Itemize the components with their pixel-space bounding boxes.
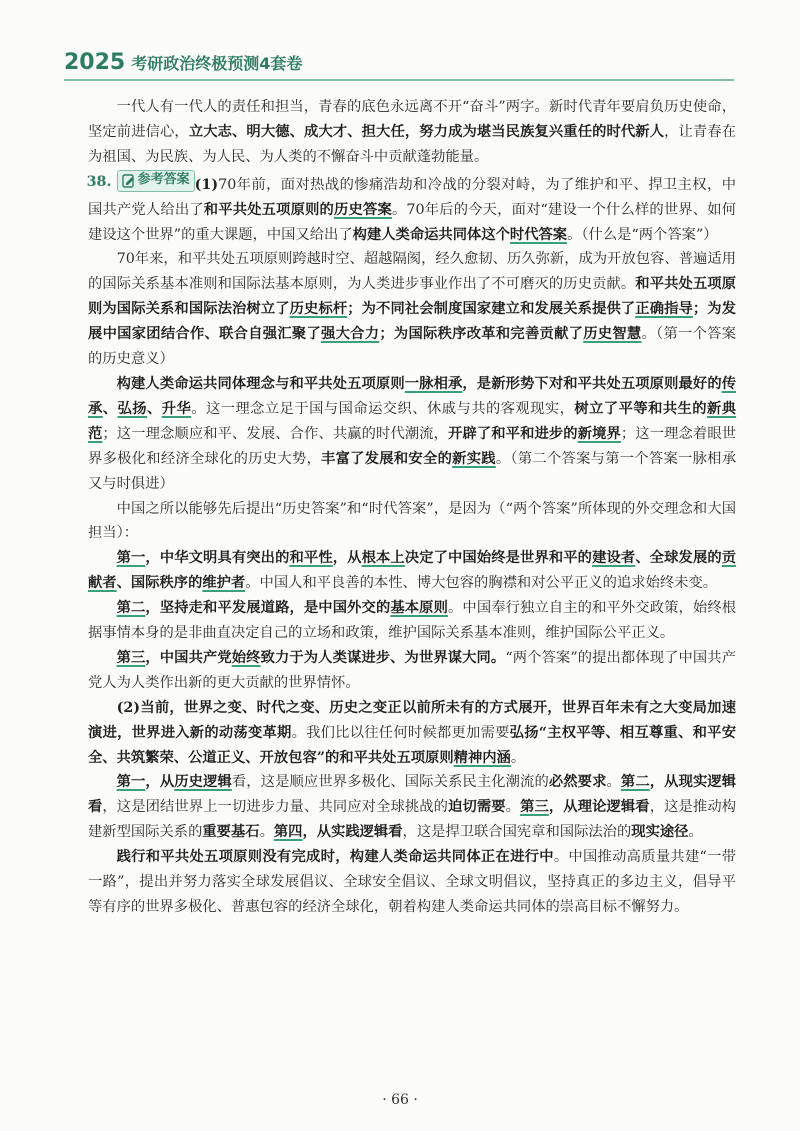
header-year: 2025 (64, 50, 126, 75)
header-title: 考研政治终极预测4套卷 (131, 54, 303, 73)
pencil-note-icon (122, 174, 136, 188)
question-number: 38. (86, 173, 112, 190)
paragraph-conclusion: 践行和平共处五项原则没有完成时，构建人类命运共同体正在进行中。中国推动高质量共建“一带一路”，提出并努力落实全球发展倡议、全球安全倡议、全球文明倡议，坚持真正的多边主义，倡导平等有序的世界多极化、普惠包容的经济全球化，朝着构建人类命运共同体的崇高目标不懈努力。 (88, 849, 737, 915)
page-content (88, 95, 736, 920)
paragraph-third-reason: 第三，中国共产党始终致力于为人类谋进步、为世界谋大同。“两个答案”的提出都体现了中国共产党人为人类作出新的更大贡献的世界情怀。 (88, 649, 737, 691)
question-38-answer-2: (2)当前，世界之变、时代之变、历史之变正以前所未有的方式展开，世界百年未有之大变局加速演进，世界进入新的动荡变革期。我们比以往任何时候都更加需要弘扬“主权平等、相互尊重、和平安全、共筑繁荣、公道正义、开放包容”的和平共处五项原则精神内涵。 (88, 699, 736, 766)
paragraph-historical-significance: 70年来，和平共处五项原则跨越时空、超越隔阂，经久愈韧、历久弥新，成为开放包容、普遍适用的国际关系基本准则和国际法基本原则，为人类进步事业作出了不可磨灭的历史贡献。和平共处五项原则为国际关系和国际法治树立了历史标杆；为不同社会制度国家建立和发展关系提供了正确指导；为发展中国家团结合作、联合自强汇聚了强大合力；为国际秩序改革和完善贡献了历史智慧。（第一个答案的历史意义） (88, 251, 737, 368)
paragraph-first-reason: 第一，中华文明具有突出的和平性，从根本上决定了中国始终是世界和平的建设者、全球发展的贡献者、国际秩序的维护者。中国人和平良善的本性、博大包容的胸襟和对公平正义的追求始终未变。 (88, 550, 737, 592)
question-38-answer-1: 38. 参考答案 (1)70年前，面对热战的惨痛浩劫和冷战的分裂对峙，为了维护和平、捍卫主权，中国共产党人给出了和平共处五项原则的历史答案。70年后的今天，面对“建设一个什么样的世界、如何建设这个世界”的重大课题，中国又给出了构建人类命运共同体这个时代答案。（什么是“两个答案”） (88, 170, 736, 248)
paragraph-four-logics: 第一，从历史逻辑看，这是顺应世界多极化、国际关系民主化潮流的必然要求。第二，从现实逻辑看，这是团结世界上一切进步力量、共同应对全球挑战的迫切需要。第三，从理论逻辑看，这是推动构建新型国际关系的重要基石。第四，从实践逻辑看，这是捍卫联合国宪章和国际法治的现实途径。 (88, 774, 737, 841)
header-rule (64, 79, 734, 81)
paragraph-intro: 一代人有一代人的责任和担当，青春的底色永远离不开“奋斗”两字。新时代青年要肩负历史使命，坚定前进信心，立大志、明大德、成大才、担大任，努力成为堪当民族复兴重任的时代新人，让青春在为祖国、为民族、为人民、为人类的不懈奋斗中贡献蓬勃能量。 (88, 99, 737, 165)
page-number: · 66 · (382, 1092, 418, 1108)
reference-answer-badge: 参考答案 (117, 170, 195, 192)
paragraph-community-concept: 构建人类命运共同体理念与和平共处五项原则一脉相承，是新形势下对和平共处五项原则最好的传承、弘扬、升华。这一理念立足于国与国命运交织、休戚与共的客观现实，树立了平等和共生的新典范；这一理念顺应和平、发展、合作、共赢的时代潮流，开辟了和平和进步的新境界；这一理念着眼世界多极化和经济全球化的历史大势，丰富了发展和安全的新实践。（第二个答案与第一个答案一脉相承又与时俱进） (88, 375, 737, 492)
paragraph-reasons-intro: 中国之所以能够先后提出“历史答案”和“时代答案”，是因为（“两个答案”所体现的外交理念和大国担当）： (88, 500, 736, 542)
paragraph-second-reason: 第二，坚持走和平发展道路，是中国外交的基本原则。中国奉行独立自主的和平外交政策，始终根据事情本身的是非曲直决定自己的立场和政策，维护国际关系基本准则，维护国际公平正义。 (88, 600, 737, 642)
page-header (64, 50, 302, 75)
